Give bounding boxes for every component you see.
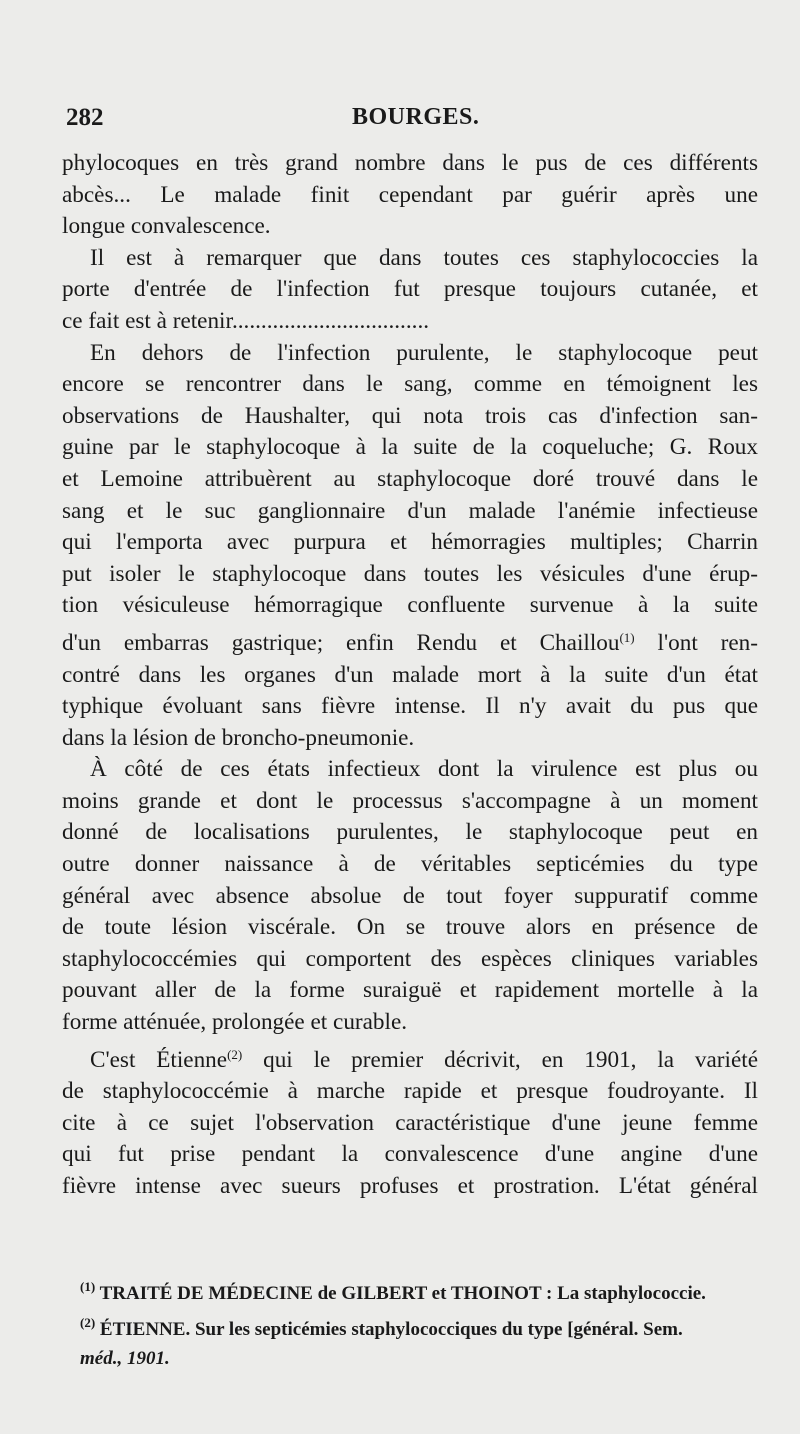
text-line: d'un embarras gastrique; enfin Rendu et Chaillou$^{(1)}$ l'ont ren- bbox=[62, 629, 758, 656]
text-line: outre donner naissance à de véritables septicémies du type bbox=[62, 851, 758, 878]
footnotes bbox=[80, 1272, 760, 1373]
text-line: En dehors de l'infection purulente, le staphylocoque peut bbox=[90, 339, 758, 366]
text-line: fièvre intense avec sueurs profuses et prostration. L'état général bbox=[62, 1173, 758, 1199]
text-line: Il est à remarquer que dans toutes ces staphylococcies la bbox=[90, 244, 758, 271]
text-line: dans la lésion de broncho-pneumonie. bbox=[62, 724, 415, 751]
body-text bbox=[62, 148, 758, 1203]
text-line: À côté de ces états infectieux dont la virulence est plus ou bbox=[90, 756, 758, 783]
text-line: de staphylococcémie à marche rapide et presque foudroyante. Il bbox=[62, 1078, 758, 1105]
footnote-line: $^{(1)}$ TRAITÉ DE MÉDECINE de GILBERT et THOINOT : La staphylococcie. bbox=[80, 1279, 706, 1304]
footnote-line: $^{(2)}$ ÉTIENNE. Sur les septicémies staphylococciques du type [général. Sem. bbox=[80, 1315, 683, 1340]
text-line: tion vésiculeuse hémorragique confluente survenue à la suite bbox=[62, 592, 758, 619]
text-line: encore se rencontrer dans le sang, comme en témoignent les bbox=[62, 371, 758, 398]
footnote-line: méd., 1901. bbox=[80, 1348, 170, 1369]
footnote-ref: (2) bbox=[227, 1046, 243, 1062]
footnote-mark: (2) bbox=[80, 1315, 96, 1330]
text-line: contré dans les organes d'un malade mort à la suite d'un état bbox=[62, 661, 758, 688]
page-number: 282 bbox=[66, 104, 104, 131]
text-line: phylocoques en très grand nombre dans le pus de ces différents bbox=[62, 150, 758, 176]
text-line: porte d'entrée de l'infection fut presque toujours cutanée, et bbox=[62, 276, 758, 303]
text-line: put isoler le staphylocoque dans toutes les vésicules d'une érup- bbox=[62, 560, 758, 587]
text-line: qui fut prise pendant la convalescence d'une angine d'une bbox=[62, 1141, 758, 1168]
text-line: longue convalescence. bbox=[62, 213, 271, 240]
text-line: observations de Haushalter, qui nota trois cas d'infection san- bbox=[62, 402, 758, 429]
text-line: ce fait est à retenir.................................. bbox=[62, 307, 430, 334]
text-line: général avec absence absolue de tout foyer suppuratif comme bbox=[62, 882, 758, 909]
text-line: qui l'emporta avec purpura et hémorragies multiples; Charrin bbox=[62, 529, 758, 556]
text-line: et Lemoine attribuèrent au staphylocoque doré trouvé dans le bbox=[62, 465, 758, 492]
text-line: forme atténuée, prolongée et curable. bbox=[62, 1009, 408, 1036]
text-line: de toute lésion viscérale. On se trouve alors en présence de bbox=[62, 914, 758, 941]
running-title: BOURGES. bbox=[352, 104, 480, 130]
text-line: C'est Étienne$^{(2)}$ qui le premier décrivit, en 1901, la variété bbox=[90, 1046, 758, 1073]
text-line: typhique évoluant sans fièvre intense. Il n'y avait du pus que bbox=[62, 693, 758, 720]
text-line: guine par le staphylocoque à la suite de la coqueluche; G. Roux bbox=[62, 434, 758, 461]
text-line: abcès... Le malade finit cependant par guérir après une bbox=[62, 181, 758, 208]
page-header bbox=[66, 104, 760, 144]
text-line: sang et le suc ganglionnaire d'un malade l'anémie infectieuse bbox=[62, 497, 758, 524]
text-line: staphylococcémies qui comportent des espèces cliniques variables bbox=[62, 945, 758, 972]
text-line: cite à ce sujet l'observation caractéristique d'une jeune femme bbox=[62, 1109, 758, 1136]
text-line: pouvant aller de la forme suraiguë et rapidement mortelle à la bbox=[62, 977, 758, 1004]
footnote-mark: (1) bbox=[80, 1279, 96, 1294]
text-line: moins grande et dont le processus s'accompagne à un moment bbox=[62, 787, 758, 814]
footnote-ref: (1) bbox=[619, 629, 635, 645]
text-line: donné de localisations purulentes, le staphylocoque peut en bbox=[62, 819, 758, 846]
